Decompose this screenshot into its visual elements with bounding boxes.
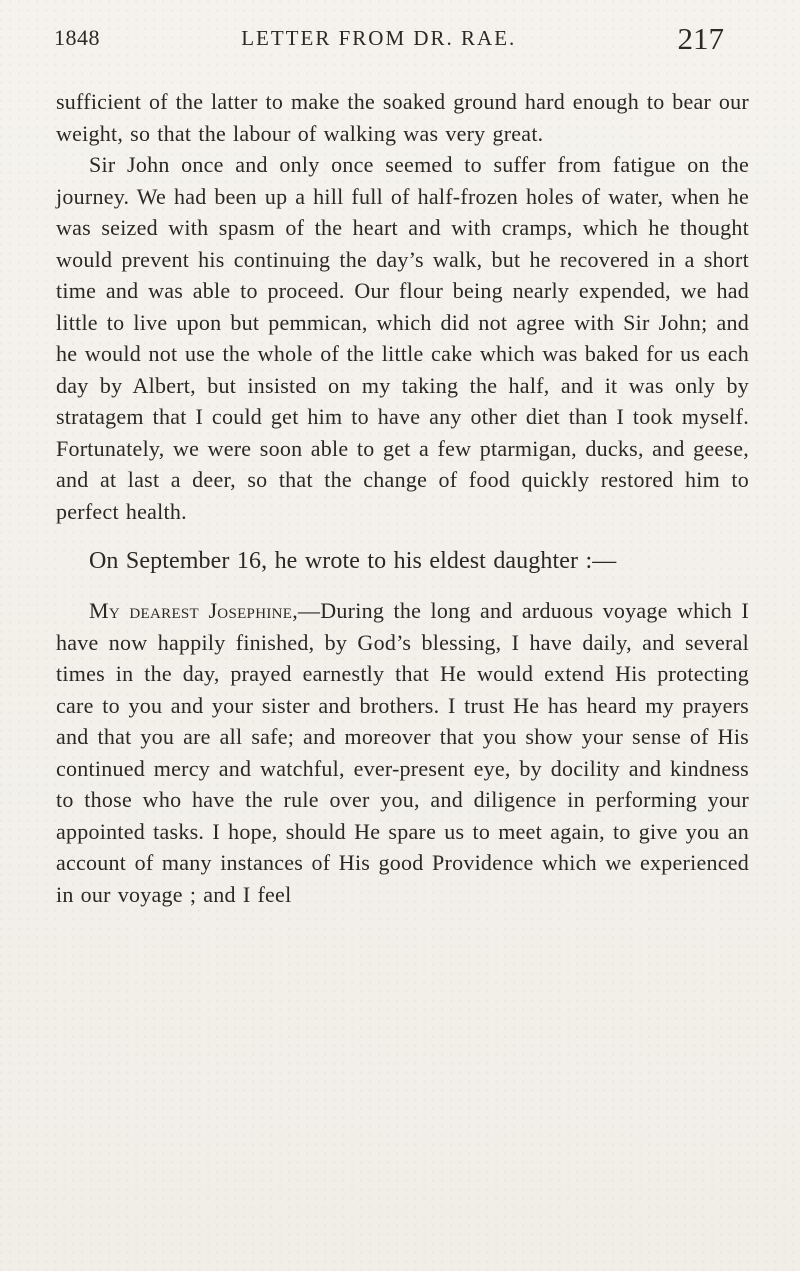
narrative-paragraph: Sir John once and only once seemed to suffer from fatigue on the journey. We had been up a hill full of half-frozen holes of water, when he was seized with spasm of the heart and with cramps, which he thought would prevent his continuing the day’s walk, but he recovered in a short time and was able to proceed. Our flour being nearly expended, we had little to live upon but pemmican, which did not agree with Sir John; and he would not use the whole of the little cake which was baked for us each day by Albert, but insisted on my taking the half, and it was only by stratagem that I could get him to have any other diet than I took myself. Fortunately, we were soon able to get a few ptarmigan, ducks, and geese, and at last a deer, so that the change of food quickly restored him to perfect health. xyxy=(56,152,749,524)
letter-paragraph xyxy=(56,595,749,910)
continuation-paragraph: sufficient of the latter to make the soaked ground hard enough to bear our weight, so that the labour of walking was very great. xyxy=(56,89,749,146)
section-intro: On September 16, he wrote to his eldest daughter :— xyxy=(89,548,617,574)
letter-body: —During the long and arduous voyage which I have now happily finished, by God’s blessing, I have daily, and several times in the day, prayed earnestly that He would extend His protecting care to you and your sister and brothers. I trust He has heard my prayers and that you are all safe; and moreover that you show your sense of His continued mercy and watchful, ever-present eye, by docility and kindness to those who have the rule over you, and diligence in performing your appointed tasks. I hope, should He spare us to meet again, to give you an account of many instances of His good Providence which we experienced in our voyage ; and I feel xyxy=(56,598,750,907)
header-year: 1848 xyxy=(54,25,100,50)
page-number: 217 xyxy=(677,20,724,56)
running-title: LETTER FROM DR. RAE. xyxy=(241,25,517,50)
page-body xyxy=(56,86,749,910)
page-header xyxy=(54,20,724,56)
letter-salutation: My dearest Josephine, xyxy=(89,598,299,623)
